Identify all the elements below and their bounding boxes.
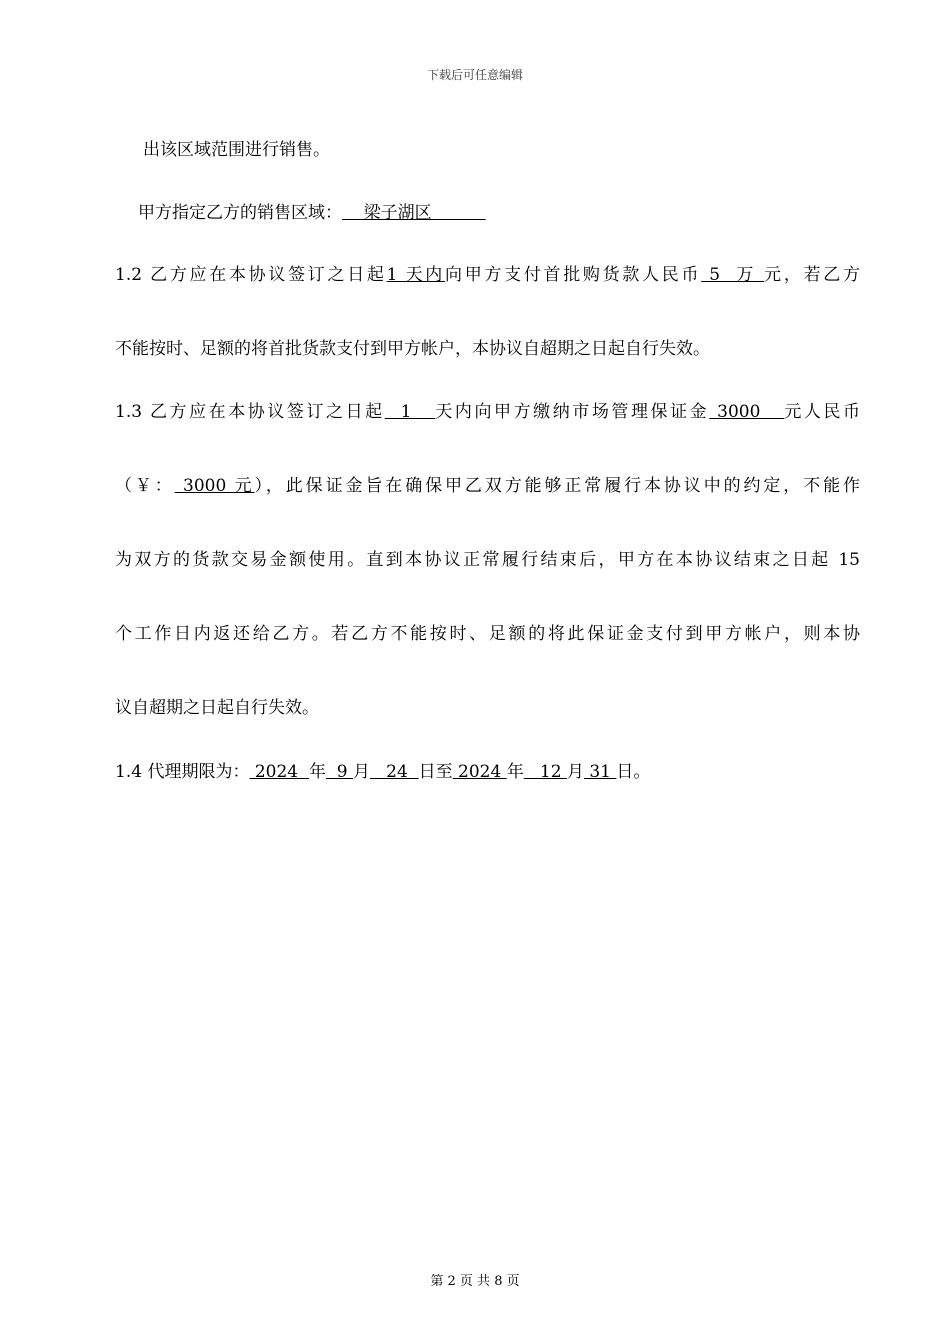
clause-text: 1.2 乙方应在本协议签订之日起 <box>115 265 387 285</box>
page-footer: 第 2 页 共 8 页 <box>430 1274 520 1289</box>
deposit-amount: 3000 <box>709 402 785 422</box>
deposit-days: 1 <box>384 402 436 422</box>
paragraph-line: 出该区域范围进行销售。 <box>143 140 330 160</box>
region-label: 甲方指定乙方的销售区域： <box>138 203 342 223</box>
year-label: 年 <box>506 762 524 782</box>
clause-text: （￥： <box>115 476 175 496</box>
clause-text: 1.3 乙方应在本协议签订之日起 <box>115 402 385 422</box>
year-label: 年 <box>308 762 326 782</box>
end-year: 2024 <box>452 762 507 782</box>
page-header: 下载后可任意编辑 <box>426 68 523 82</box>
clause-text: 元人民币 <box>784 402 861 422</box>
month-label: 月 <box>566 762 584 782</box>
paragraph-line: 议自超期之日起自行失效。 <box>115 698 319 718</box>
day-to-label: 日至 <box>418 762 453 782</box>
region-value: 梁子湖区 <box>342 203 486 223</box>
clause-text: 1.4 代理期限为： <box>115 762 250 782</box>
payment-amount: 5 万 <box>701 265 765 285</box>
start-day: 24 <box>369 762 419 782</box>
day-label: 日。 <box>616 762 651 782</box>
paragraph-line: 为双方的货款交易金额使用。直到本协议正常履行结束后，甲方在本协议结束之日起 15 <box>115 550 860 570</box>
start-year: 2024 <box>249 762 309 782</box>
paragraph-line: 个工作日内返还给乙方。若乙方不能按时、足额的将此保证金支付到甲方帐户，则本协 <box>115 624 860 644</box>
end-month: 12 <box>523 762 567 782</box>
clause-1-3-line <box>115 400 860 424</box>
clause-1-2-line <box>115 263 860 287</box>
clause-text: 元，若乙方 <box>764 265 860 285</box>
clause-1-4-line <box>115 760 860 784</box>
month-label: 月 <box>352 762 370 782</box>
paragraph-line: 不能按时、足额的将首批货款支付到甲方帐户，本协议自超期之日起自行失效。 <box>115 339 710 359</box>
clause-text: ），此保证金旨在确保甲乙双方能够正常履行本协议中的约定，不能作 <box>254 476 861 496</box>
deposit-line <box>115 474 860 498</box>
start-month: 9 <box>325 762 353 782</box>
clause-text: 向甲方支付首批购货款人民币 <box>444 265 702 285</box>
sales-region-line <box>138 201 883 225</box>
payment-days: 1 天内 <box>386 265 445 285</box>
end-day: 31 <box>583 762 617 782</box>
deposit-amount-rmb: 3000 元 <box>174 476 255 496</box>
clause-text: 天内向甲方缴纳市场管理保证金 <box>435 402 710 422</box>
